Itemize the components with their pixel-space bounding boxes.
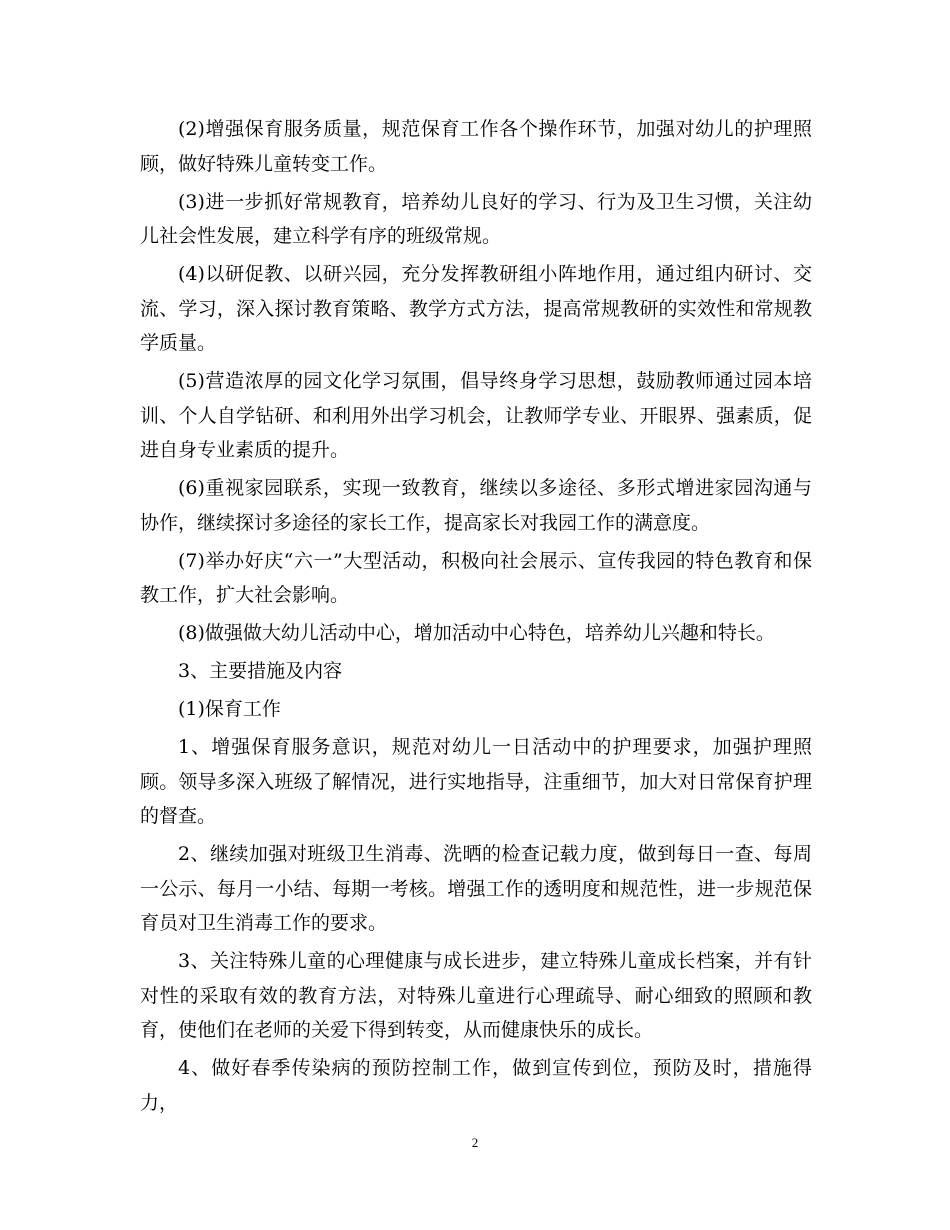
item-3-special-children: 3、关注特殊儿童的心理健康与成长进步，建立特殊儿童成长档案，并有针对性的采取有效的教育方法，对特殊儿童进行心理疏导、耐心细致的照顾和教育，使他们在老师的关爱下得到转变，从而健康快乐的成长。 xyxy=(140,950,812,1041)
section-heading-measures: 3、主要措施及内容 xyxy=(178,660,343,682)
paragraph-5-learning-culture: (5)营造浓厚的园文化学习氛围，倡导终身学习思想，鼓励教师通过园本培训、个人自学钻研、和利用外出学习机会，让教师学专业、开眼界、强素质，促进自身专业素质的提升。 xyxy=(140,370,812,461)
paragraph-4-research: (4)以研促教、以研兴园，充分发挥教研组小阵地作用，通过组内研讨、交流、学习，深入探讨教育策略、教学方式方法，提高常规教研的实效性和常规教学质量。 xyxy=(140,263,812,354)
item-4-disease-prevention: 4、做好春季传染病的预防控制工作，做到宣传到位，预防及时，措施得力， xyxy=(140,1057,812,1114)
paragraph-7-childrens-day: (7)举办好庆“六一”大型活动，积极向社会展示、宣传我园的特色教育和保教工作，扩大社会影响。 xyxy=(140,549,812,606)
item-2-hygiene-inspection: 2、继续加强对班级卫生消毒、洗晒的检查记载力度，做到每日一查、每周一公示、每月一小结、每期一考核。增强工作的透明度和规范性，进一步规范保育员对卫生消毒工作的要求。 xyxy=(140,843,812,934)
page-number: 2 xyxy=(471,1135,479,1150)
paragraph-8-activity-center: (8)做强做大幼儿活动中心，增加活动中心特色，培养幼儿兴趣和特长。 xyxy=(178,622,775,644)
subsection-heading-care-work: (1)保育工作 xyxy=(178,698,281,720)
paragraph-2-service-quality: (2)增强保育服务质量，规范保育工作各个操作环节，加强对幼儿的护理照顾，做好特殊儿童转变工作。 xyxy=(140,118,812,175)
paragraph-6-home-school: (6)重视家园联系，实现一致教育，继续以多途径、多形式增进家园沟通与协作，继续探讨多途径的家长工作，提高家长对我园工作的满意度。 xyxy=(140,477,812,534)
document-body xyxy=(140,112,812,1124)
item-1-care-awareness: 1、增强保育服务意识，规范对幼儿一日活动中的护理要求，加强护理照顾。领导多深入班级了解情况，进行实地指导，注重细节，加大对日常保育护理的督查。 xyxy=(140,736,812,827)
paragraph-3-routine-education: (3)进一步抓好常规教育，培养幼儿良好的学习、行为及卫生习惯，关注幼儿社会性发展，建立科学有序的班级常规。 xyxy=(140,190,812,247)
